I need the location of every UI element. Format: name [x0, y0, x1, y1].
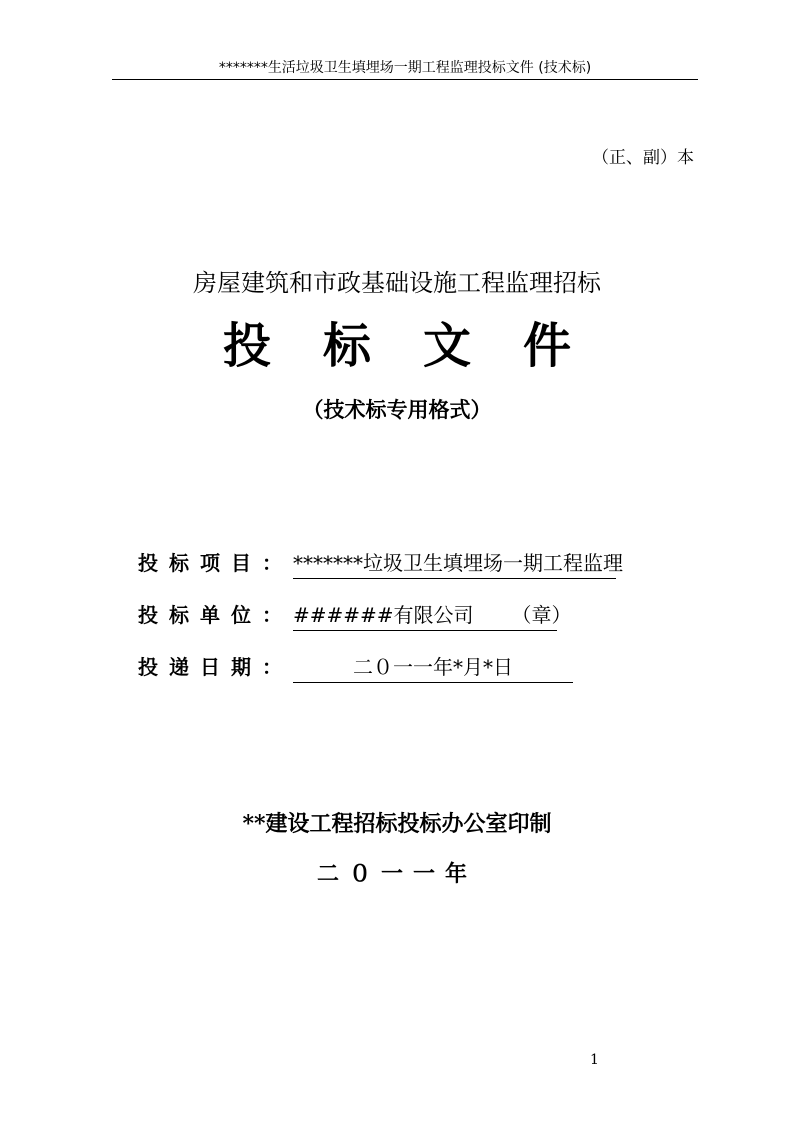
running-header: *******生活垃圾卫生填埋场一期工程监理投标文件 (技术标)	[218, 60, 592, 76]
field-bidder-label: 投标单位：	[138, 603, 293, 627]
issuing-office: **建设工程招标投标办公室印制	[242, 811, 552, 837]
field-project-text: *******垃圾卫生填埋场一期工程监理	[293, 551, 623, 575]
field-bidder-text: ######有限公司	[293, 603, 474, 627]
subtitle: （技术标专用格式）	[302, 397, 492, 422]
field-date-value	[293, 652, 573, 683]
issue-year: 二０一一年	[316, 861, 477, 887]
stamp-note: （章）	[511, 603, 572, 627]
copy-note: （正、副）本	[592, 148, 694, 168]
document-title: 投标文件	[222, 318, 623, 374]
field-date-label: 投递日期：	[138, 655, 293, 679]
field-project-value	[293, 548, 623, 579]
field-project-label: 投标项目：	[138, 551, 293, 575]
field-date-text: 二０一一年*月*日	[353, 655, 513, 679]
header-rule	[112, 79, 698, 80]
page-number: 1	[590, 1052, 599, 1068]
main-title: 房屋建筑和市政基础设施工程监理招标	[193, 269, 601, 297]
field-bidder-value	[293, 600, 572, 631]
